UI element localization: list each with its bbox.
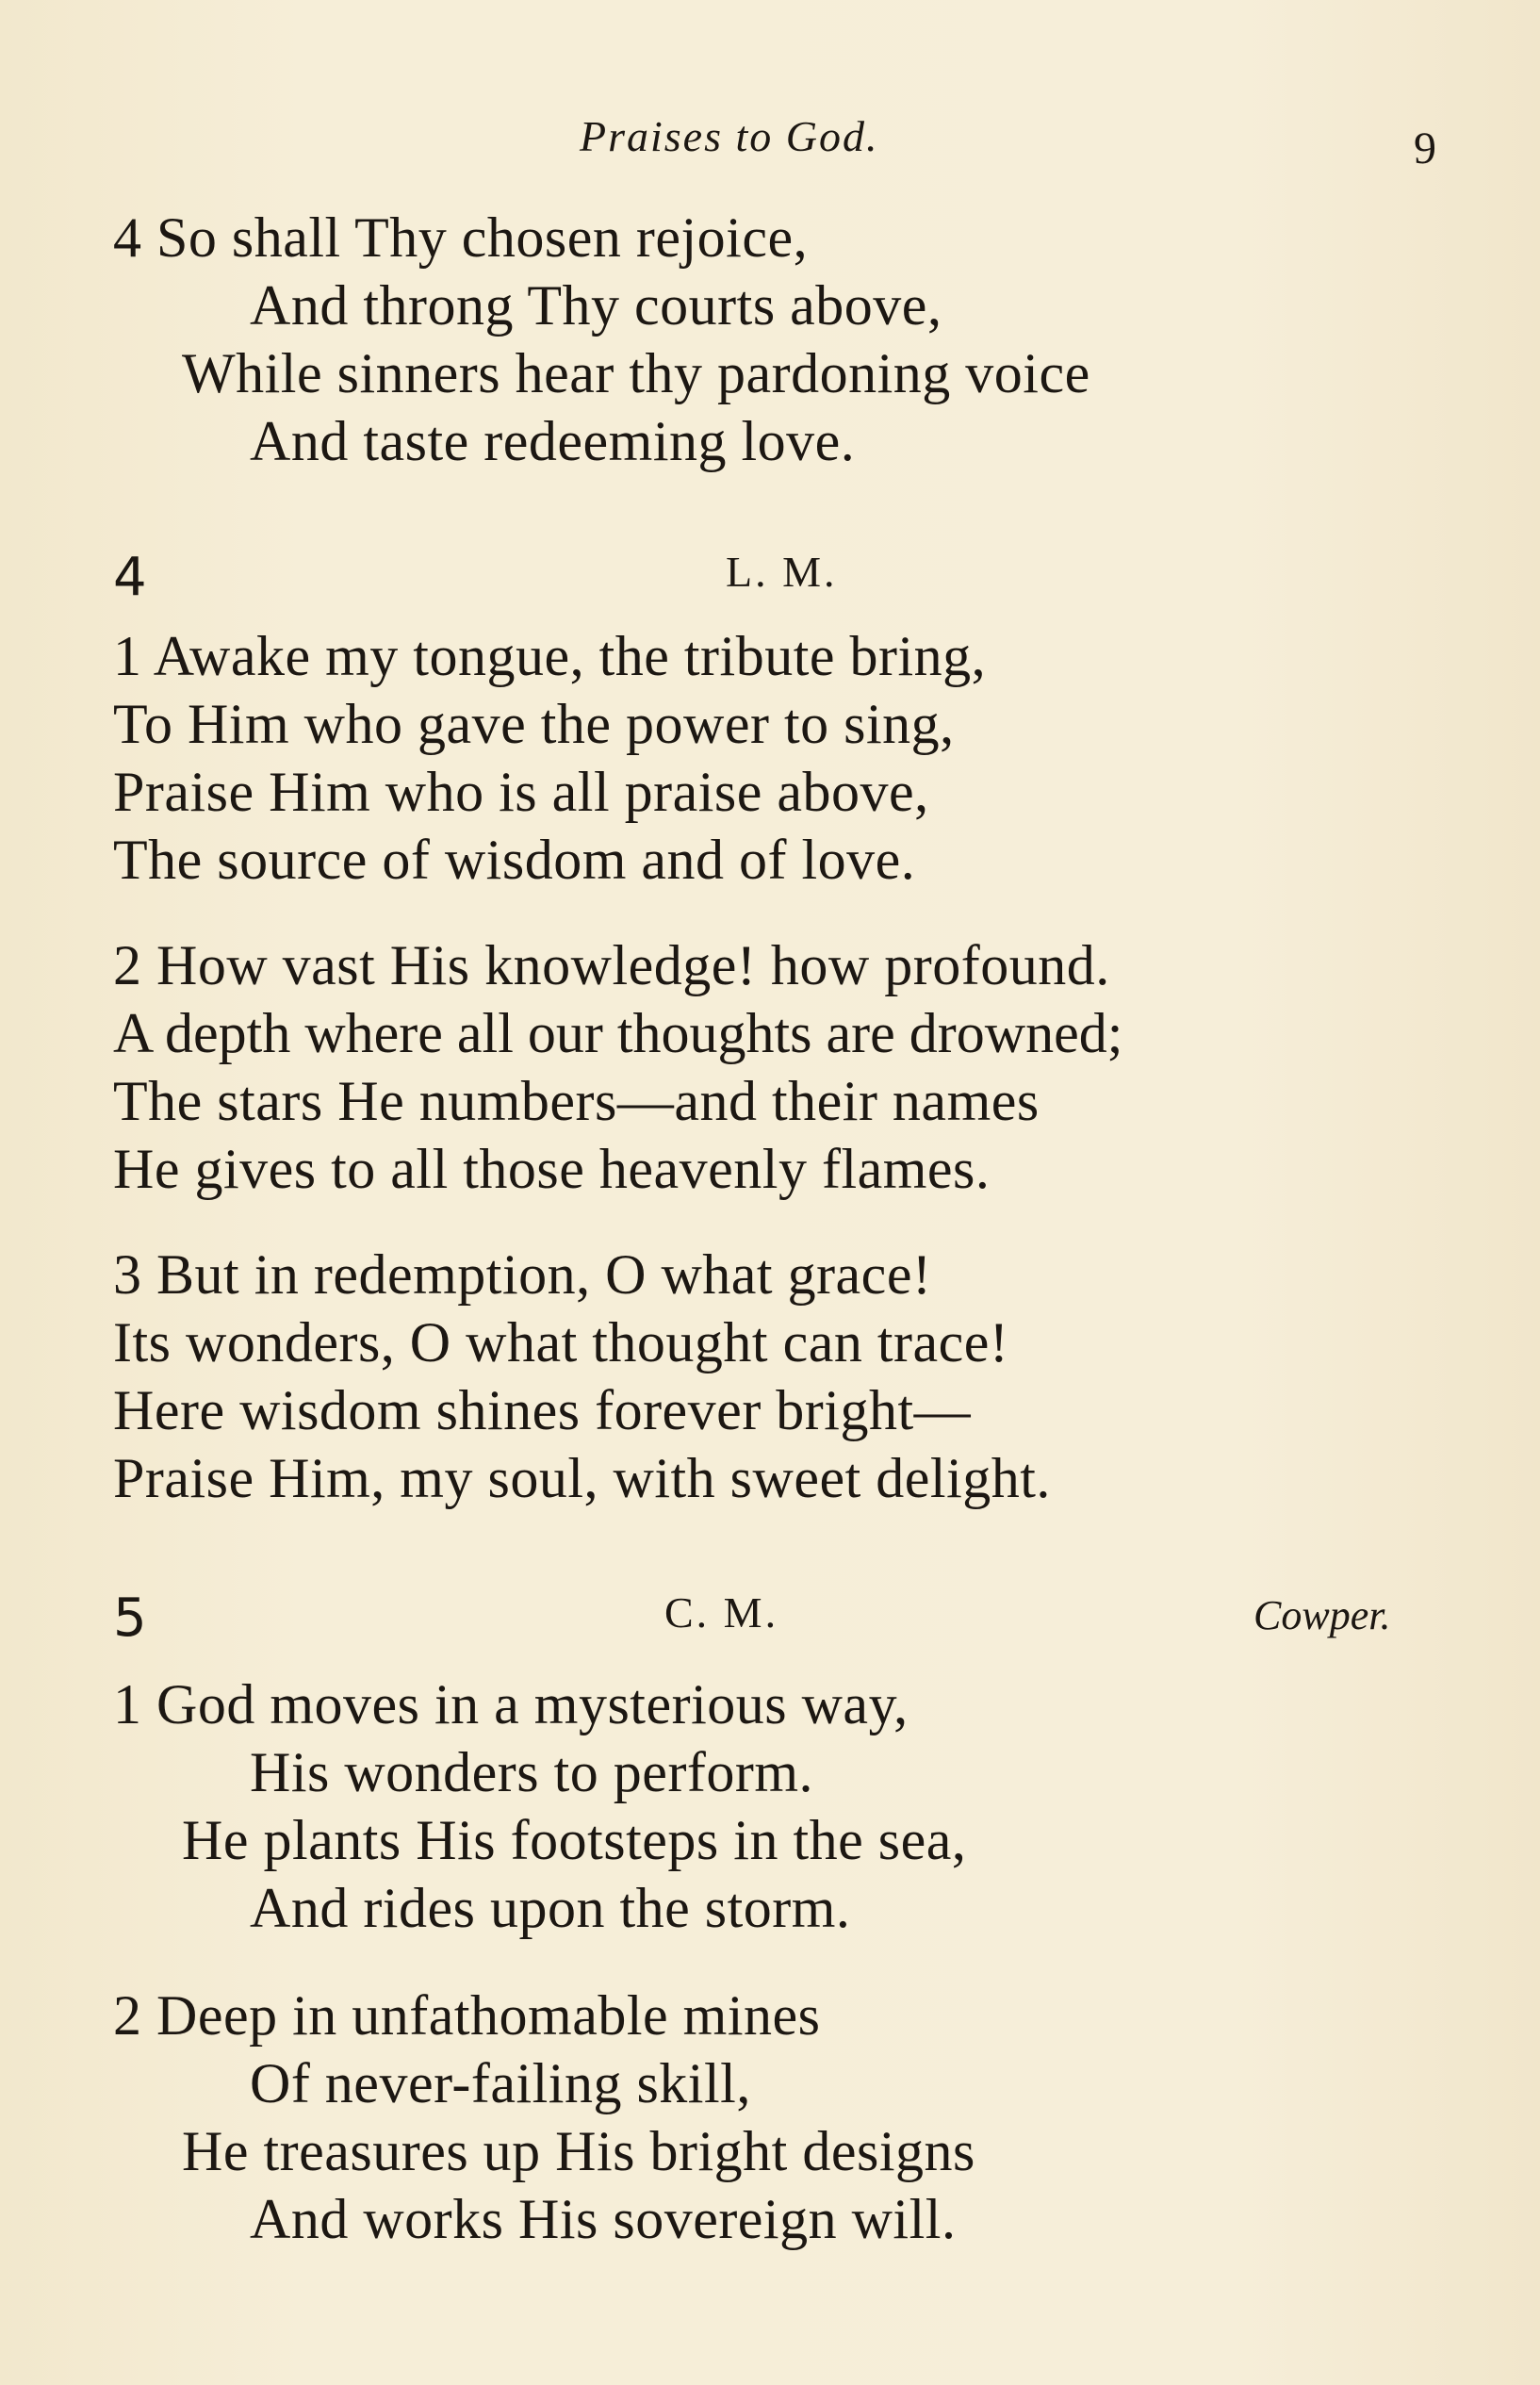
verse-line: Of never-failing skill,	[250, 2052, 751, 2114]
verse-line: The source of wisdom and of love.	[113, 829, 916, 891]
verse-line: To Him who gave the power to sing,	[113, 693, 955, 755]
verse-line: While sinners hear thy pardoning voice	[182, 342, 1090, 404]
verse-line: And taste redeeming love.	[250, 410, 856, 472]
hymn-number: 5	[113, 1587, 147, 1649]
verse-line: A depth where all our thoughts are drowned;	[113, 1002, 1123, 1064]
verse-line: Its wonders, O what thought can trace!	[113, 1311, 1009, 1373]
verse-line: His wonders to perform.	[250, 1741, 814, 1803]
hymn-number: 4	[113, 547, 147, 608]
verse-line: He plants His footsteps in the sea,	[182, 1809, 967, 1871]
verse-line: And throng Thy courts above,	[250, 274, 942, 337]
verse-line: Praise Him who is all praise above,	[113, 761, 929, 823]
verse-line: 1 God moves in a mysterious way,	[113, 1673, 909, 1735]
hymn-author: Cowper.	[1253, 1592, 1391, 1638]
verse-line: He treasures up His bright designs	[182, 2120, 975, 2182]
running-head-title: Praises to God.	[580, 112, 879, 160]
verse-line: 1 Awake my tongue, the tribute bring,	[113, 625, 987, 687]
verse-line: 2 Deep in unfathomable mines	[113, 1984, 821, 2047]
verse-line: The stars He numbers—and their names	[113, 1070, 1040, 1132]
hymn-meter: C. M.	[664, 1588, 779, 1637]
verse-line: 2 How vast His knowledge! how profound.	[113, 934, 1110, 996]
hymn-meter: L. M.	[726, 548, 838, 596]
verse-line: 4 So shall Thy chosen rejoice,	[113, 206, 809, 269]
verse-line: He gives to all those heavenly flames.	[113, 1138, 991, 1200]
page-number: 9	[1414, 123, 1436, 173]
verse-line: Praise Him, my soul, with sweet delight.	[113, 1447, 1051, 1509]
verse-line: Here wisdom shines forever bright—	[113, 1379, 972, 1441]
verse-line: And works His sovereign will.	[250, 2188, 957, 2250]
verse-line: 3 But in redemption, O what grace!	[113, 1243, 932, 1306]
verse-line: And rides upon the storm.	[250, 1877, 851, 1939]
